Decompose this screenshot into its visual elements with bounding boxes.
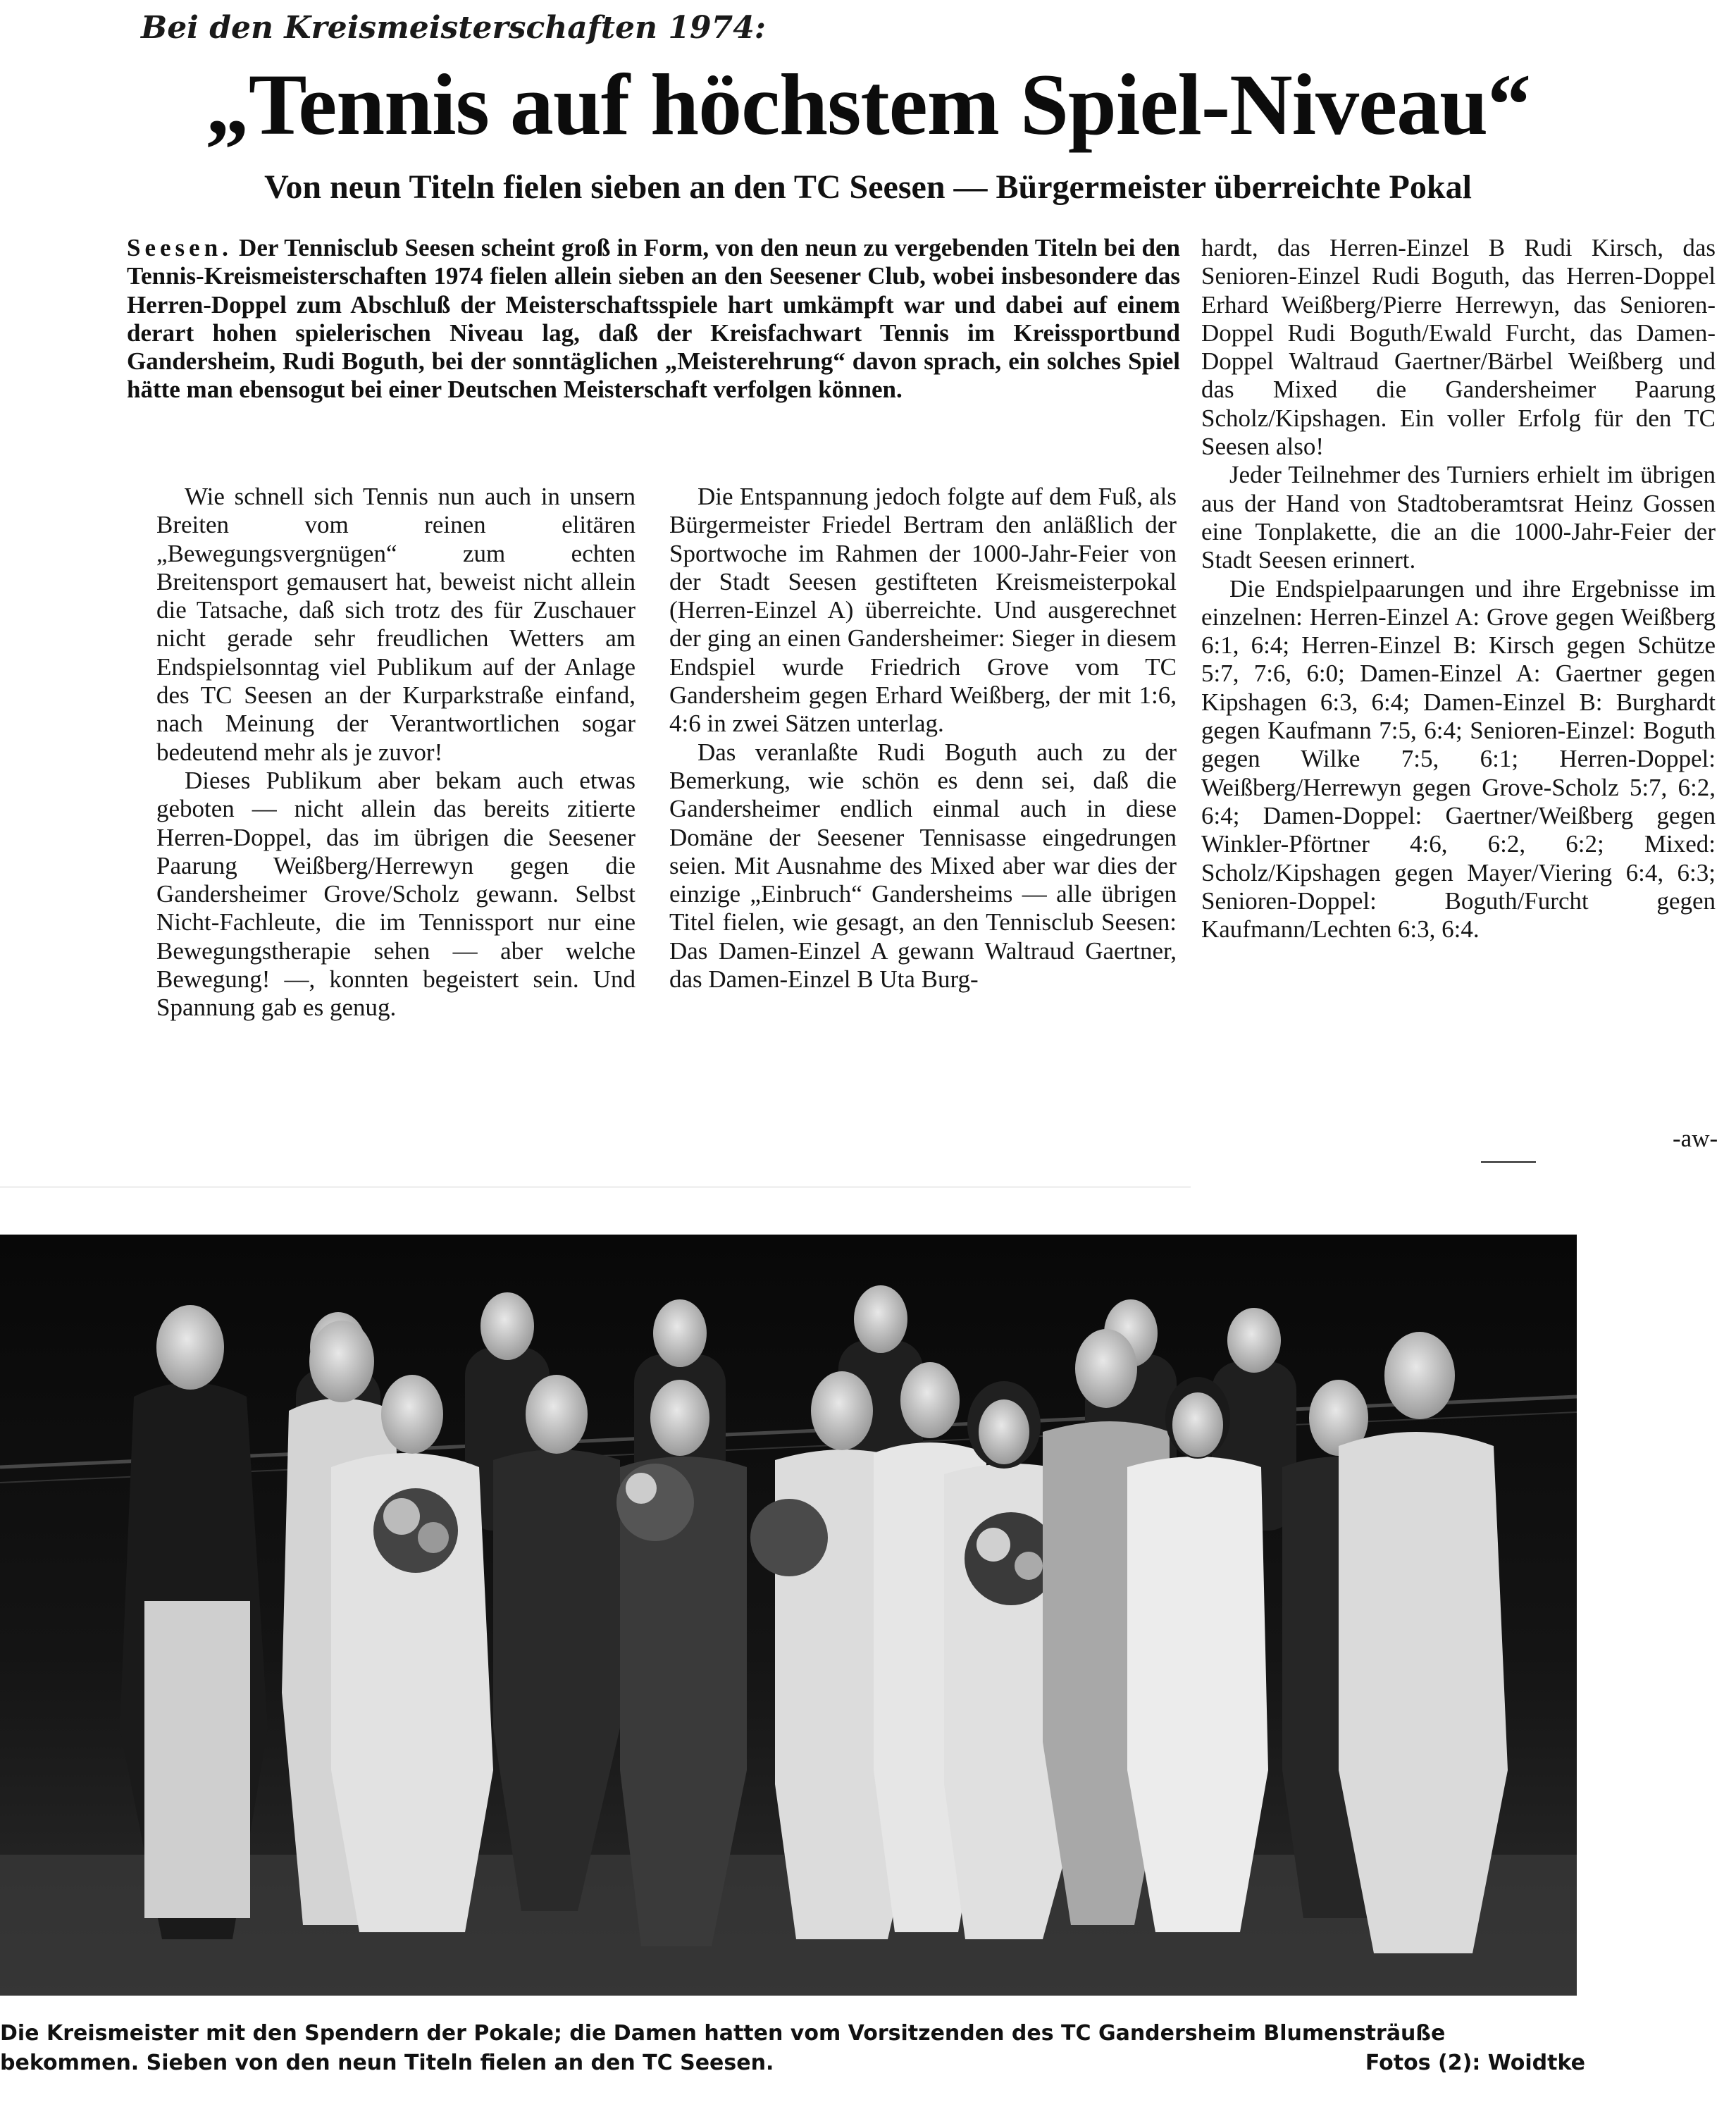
article-column-3	[1201, 234, 1716, 944]
paragraph: Dieses Publikum aber bekam auch etwas geboten — nicht allein das bereits zitierte Herren-Doppel, das im übrigen die Seesener Paarung Weißberg/Herrewyn gegen die Gandersheimer Grove/Scholz gewann. Selbst Nicht-Fachleute, die im Tennissport nur eine Bewegungstherapie sehen — aber welche Bewegung! —, konnten begeistert sein. Und Spannung gab es genug.	[156, 766, 636, 1022]
headline: „Tennis auf höchstem Spiel-Niveau“	[205, 56, 1531, 153]
author-initials: -aw-	[1673, 1125, 1718, 1152]
paragraph: Wie schnell sich Tennis nun auch in unsern Breiten vom reinen elitären „Bewegungsvergnügen“ zum echten Breitensport gemausert hat, beweist nicht allein die Tatsache, daß sich trotz des für Zuschauer nicht gerade sehr freudlichen Wetters am Endspielsonntag viel Publikum auf der Anlage des TC Seesen an der Kurparkstraße einfand, nach Meinung der Verantwortlichen sogar bedeutend mehr als je zuvor!	[156, 483, 636, 766]
caption-line-2	[0, 2048, 1585, 2078]
kicker: Bei den Kreismeisterschaften 1974:	[141, 10, 767, 46]
photo-caption	[0, 2019, 1585, 2078]
group-photo-illustration	[0, 1235, 1577, 1996]
dateline-place: Seesen.	[127, 234, 232, 261]
paragraph: Die Endspielpaarungen und ihre Ergebnisse im einzelnen: Herren-Einzel A: Grove gegen Weißberg 6:1, 6:4; Herren-Einzel B: Kirsch gegen Schütze 5:7, 7:6, 6:0; Damen-Einzel A: Gaertner gegen Kipshagen 6:3, 6:4; Damen-Einzel B: Burghardt gegen Kaufmann 7:5, 6:4; Senioren-Einzel: Boguth gegen Wilke 7:5, 6:1; Herren-Doppel: Weißberg/Herrewyn gegen Grove-Scholz 5:7, 6:2, 6:4; Damen-Doppel: Gaertner/Weißberg gegen Winkler-Pförtner 4:6, 6:2, 6:2; Mixed: Scholz/Kipshagen gegen Mayer/Viering 6:4, 6:3; Senioren-Doppel: Boguth/Furcht gegen Kaufmann/Lechten 6:3, 6:4.	[1201, 574, 1716, 944]
paragraph: Jeder Teilnehmer des Turniers erhielt im übrigen aus der Hand von Stadtoberamtsrat Heinz Gossen eine Tonplakette, die an die 1000-Jahr-Feier der Stadt Seesen erinnert.	[1201, 461, 1716, 574]
paragraph: Die Entspannung jedoch folgte auf dem Fuß, als Bürgermeister Friedel Bertram den anläßlich der Sportwoche im Rahmen der 1000-Jahr-Feier von der Stadt Seesen gestifteten Kreismeisterpokal (Herren-Einzel A) überreichte. Und ausgerechnet der ging an einen Gandersheimer: Sieger in diesem Endspiel wurde Friedrich Grove vom TC Gandersheim gegen Erhard Weißberg, der mit 1:6, 4:6 in zwei Sätzen unterlag.	[669, 483, 1177, 738]
group-photo	[0, 1235, 1577, 1996]
end-rule	[1481, 1161, 1536, 1163]
article-column-1	[156, 483, 636, 1022]
caption-line-2-text: bekommen. Sieben von den neun Titeln fielen an den TC Seesen.	[0, 2051, 774, 2075]
photo-credit: Fotos (2): Woidtke	[1365, 2051, 1585, 2075]
paragraph: Das veranlaßte Rudi Boguth auch zu der Bemerkung, wie schön es denn sei, daß die Gandersheimer endlich einmal auch in diese Domäne der Seesener Tennisasse eingedrungen seien. Mit Ausnahme des Mixed aber war dies der einzige „Einbruch“ Gandersheims — alle übrigen Titel fielen, wie gesagt, an den Tennisclub Seesen: Das Damen-Einzel A gewann Waltraud Gaertner, das Damen-Einzel B Uta Burg-	[669, 738, 1177, 994]
lead-paragraph	[127, 234, 1180, 404]
article-column-2	[669, 483, 1177, 994]
subhead: Von neun Titeln fielen sieben an den TC Seesen — Bürgermeister überreichte Pokal	[264, 168, 1472, 206]
paragraph: hardt, das Herren-Einzel B Rudi Kirsch, das Senioren-Einzel Rudi Boguth, das Herren-Doppel Erhard Weißberg/Pierre Herrewyn, das Senioren-Doppel Rudi Boguth/Ewald Furcht, das Damen-Doppel Waltraud Gaertner/Bärbel Weißberg und das Mixed die Gandersheimer Paarung Scholz/Kipshagen. Ein voller Erfolg für den TC Seesen also!	[1201, 234, 1716, 461]
lead-text: Der Tennisclub Seesen scheint groß in Form, von den neun zu vergebenden Titeln bei den Tennis-Kreismeisterschaften 1974 fielen allein sieben an den Seesener Club, wobei insbesondere das Herren-Doppel zum Abschluß der Meisterschaftsspiele hart umkämpft war und dabei auf einem derart hohen spielerischen Niveau lag, daß der Kreisfachwart Tennis im Kreissportbund Gandersheim, Rudi Boguth, bei der sonntäglichen „Meisterehrung“ davon sprach, ein solches Spiel hätte man ebensogut bei einer Deutschen Meisterschaft verfolgen können.	[127, 234, 1180, 404]
caption-line-1: Die Kreismeister mit den Spendern der Pokale; die Damen hatten vom Vorsitzenden des TC Gandersheim Blumensträuße	[0, 2021, 1446, 2046]
